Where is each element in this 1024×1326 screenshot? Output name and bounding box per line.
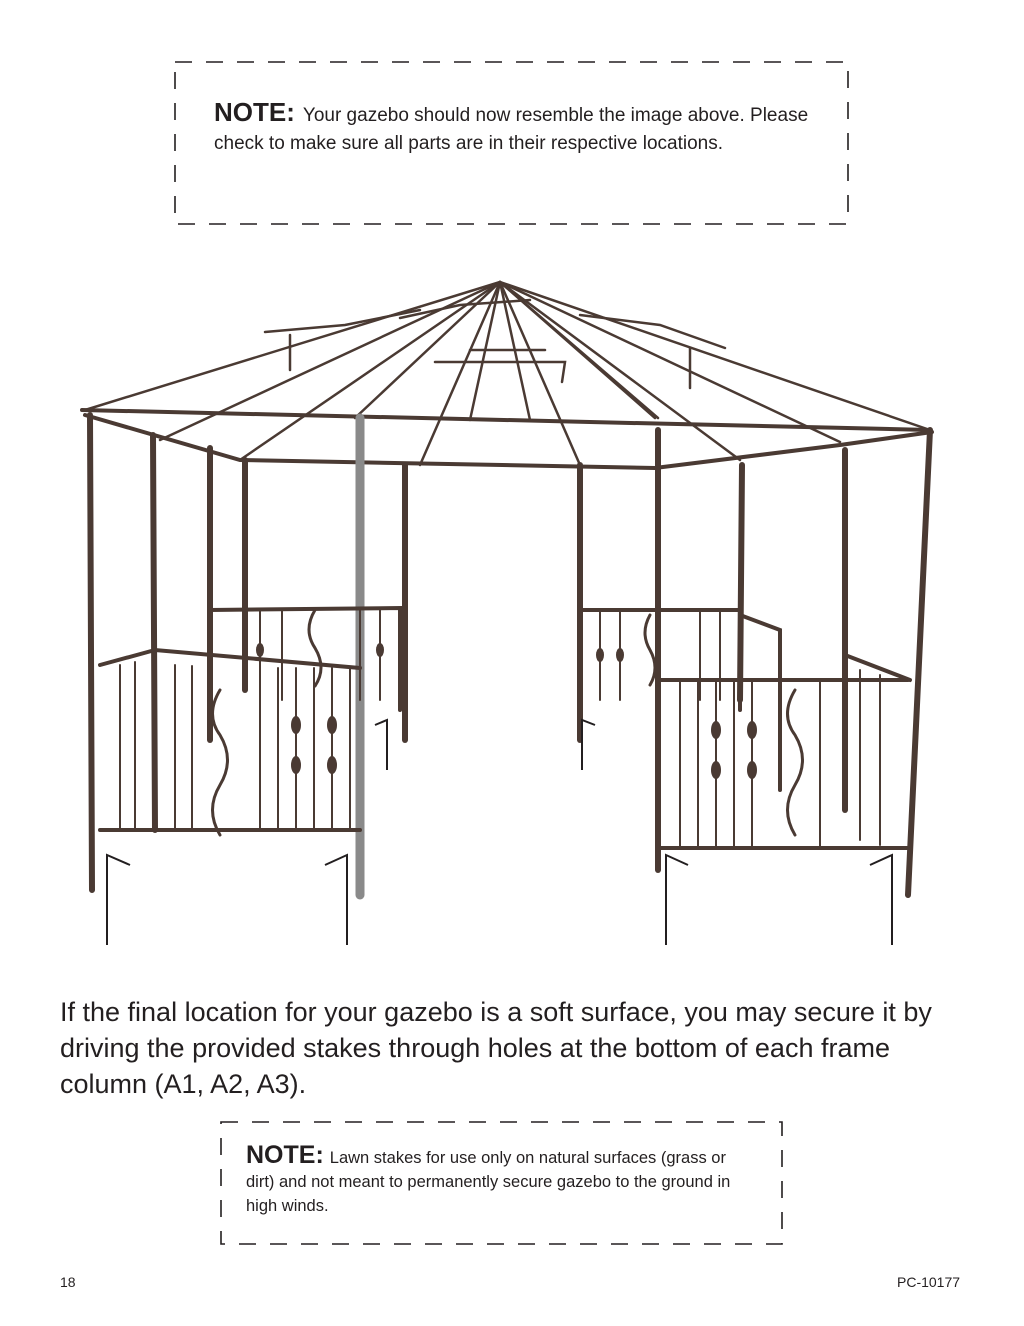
document-code: PC-10177 [897, 1274, 961, 1290]
stake [666, 855, 688, 945]
note-box-top [174, 61, 849, 225]
roof-vents [265, 300, 725, 388]
page-number: 18 [60, 1274, 76, 1290]
instruction-paragraph: If the final location for your gazebo is a soft surface, you may secure it by driving the provided stakes through holes at the bottom of each frame column (A1, A2, A3). [60, 997, 932, 1099]
note-paragraph [214, 98, 814, 158]
roof-rafters [85, 282, 930, 465]
railing-balusters [120, 610, 880, 848]
ground-stakes [107, 720, 892, 945]
note-box-bottom [220, 1121, 783, 1245]
gazebo-illustration [60, 270, 960, 960]
stake [375, 720, 387, 770]
note-paragraph [246, 1143, 756, 1218]
stake [870, 855, 892, 945]
note-label: NOTE: [214, 97, 295, 127]
gazebo-frame [82, 282, 932, 895]
stake [107, 855, 130, 945]
note-label: NOTE: [246, 1141, 324, 1169]
stake [325, 855, 347, 945]
stake [582, 720, 595, 770]
note-text: Lawn stakes for use only on natural surfaces (grass or dirt) and not meant to permanently secure gazebo to the ground in high winds. [246, 1149, 731, 1215]
note-text: Your gazebo should now resemble the image above. Please check to make sure all parts are in their respective locations. [214, 105, 809, 154]
